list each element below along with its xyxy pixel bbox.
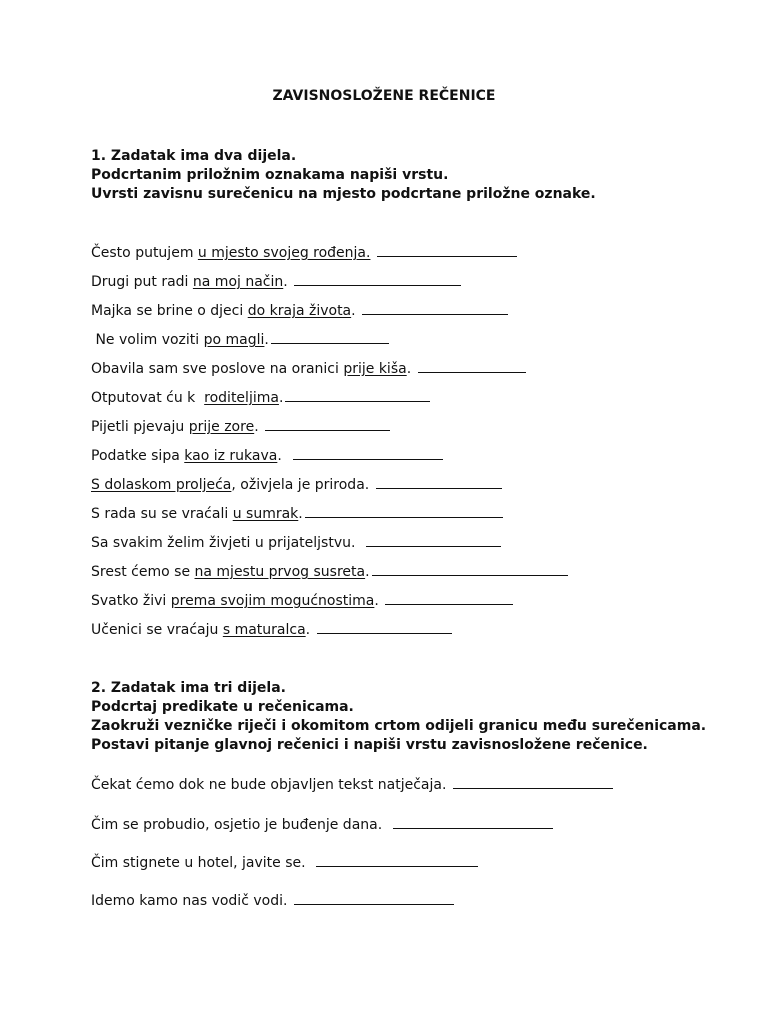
answer-blank[interactable]	[294, 272, 461, 286]
task2-sentence-3: Čim stignete u hotel, javite se.	[91, 853, 478, 872]
task1-heading-2: Podcrtanim priložnim oznakama napiši vrstu.	[91, 167, 449, 183]
answer-blank[interactable]	[294, 891, 454, 905]
answer-blank[interactable]	[418, 359, 526, 373]
task1-sentence-8: Podatke sipa kao iz rukava.	[91, 446, 443, 465]
task2-sentence-1: Čekat ćemo dok ne bude objavljen tekst natječaja.	[91, 775, 613, 794]
answer-blank[interactable]	[362, 301, 508, 315]
task1-sentence-6: Otputovat ću k roditeljima.	[91, 388, 430, 407]
underlined-adverbial: S dolaskom proljeća	[91, 477, 232, 493]
task1-sentence-10: S rada su se vraćali u sumrak.	[91, 504, 503, 523]
answer-blank[interactable]	[317, 620, 452, 634]
answer-blank[interactable]	[305, 504, 503, 518]
page-title: ZAVISNOSLOŽENE REČENICE	[272, 88, 496, 104]
task1-sentence-2: Drugi put radi na moj način.	[91, 272, 461, 291]
underlined-adverbial: prema svojim mogućnostima	[170, 593, 375, 609]
task1-sentence-7: Pijetli pjevaju prije zore.	[91, 417, 390, 436]
task1-sentence-11: Sa svakim želim živjeti u prijateljstvu.	[91, 533, 501, 552]
answer-blank[interactable]	[285, 388, 430, 402]
answer-blank[interactable]	[376, 475, 502, 489]
answer-blank[interactable]	[393, 815, 553, 829]
task1-sentence-3: Majka se brine o djeci do kraja života.	[91, 301, 508, 320]
answer-blank[interactable]	[377, 243, 517, 257]
task1-sentence-4: Ne volim voziti po magli.	[91, 330, 389, 349]
underlined-adverbial: u sumrak	[232, 506, 299, 522]
answer-blank[interactable]	[385, 591, 513, 605]
task1-sentence-13: Svatko živi prema svojim mogućnostima.	[91, 591, 513, 610]
task2-heading-2: Podcrtaj predikate u rečenicama.	[91, 699, 354, 715]
task2-sentence-2: Čim se probudio, osjetio je buđenje dana.	[91, 815, 553, 834]
underlined-adverbial: na mjestu prvog susreta	[194, 564, 366, 580]
underlined-adverbial: kao iz rukava	[184, 448, 278, 464]
underlined-adverbial: s maturalca	[222, 622, 306, 638]
task2-heading-1: 2. Zadatak ima tri dijela.	[91, 680, 286, 696]
task2-sentence-4: Idemo kamo nas vodič vodi.	[91, 891, 454, 910]
underlined-adverbial: prije kiša	[343, 361, 407, 377]
answer-blank[interactable]	[366, 533, 501, 547]
task1-sentence-5: Obavila sam sve poslove na oranici prije kiša.	[91, 359, 526, 378]
answer-blank[interactable]	[265, 417, 390, 431]
task2-heading-4: Postavi pitanje glavnoj rečenici i napiši vrstu zavisnosložene rečenice.	[91, 737, 648, 753]
task1-sentence-1: Često putujem u mjesto svojeg rođenja.	[91, 243, 517, 262]
task1-sentence-12: Srest ćemo se na mjestu prvog susreta.	[91, 562, 568, 581]
task1-heading-3: Uvrsti zavisnu surečenicu na mjesto podcrtane priložne oznake.	[91, 186, 596, 202]
answer-blank[interactable]	[372, 562, 568, 576]
task1-heading-1: 1. Zadatak ima dva dijela.	[91, 148, 297, 164]
task1-sentence-14: Učenici se vraćaju s maturalca.	[91, 620, 452, 639]
underlined-adverbial: prije zore	[188, 419, 255, 435]
underlined-adverbial: na moj način	[192, 274, 284, 290]
task1-sentence-9: S dolaskom proljeća, oživjela je priroda.	[91, 475, 502, 494]
underlined-adverbial: roditeljima	[204, 390, 279, 406]
answer-blank[interactable]	[316, 853, 478, 867]
answer-blank[interactable]	[453, 775, 613, 789]
answer-blank[interactable]	[271, 330, 389, 344]
underlined-adverbial: do kraja života	[247, 303, 352, 319]
task2-heading-3: Zaokruži vezničke riječi i okomitom crtom odijeli granicu među surečenicama.	[91, 718, 707, 734]
underlined-adverbial: po magli	[203, 332, 265, 348]
underlined-adverbial: u mjesto svojeg rođenja.	[197, 245, 371, 261]
answer-blank[interactable]	[293, 446, 443, 460]
